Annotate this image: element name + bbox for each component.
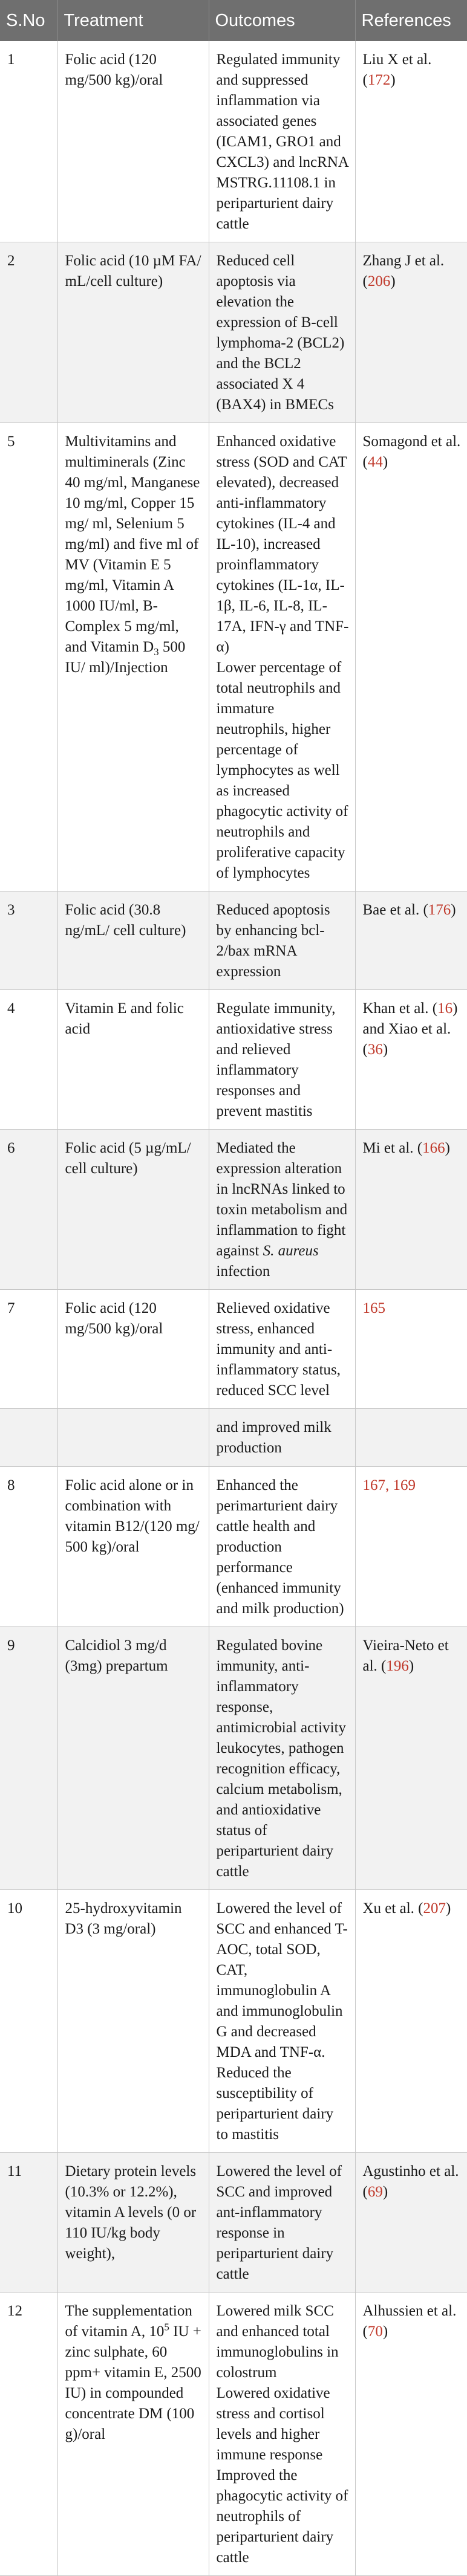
- cell-sno: 6: [0, 1130, 57, 1290]
- cell-outcomes: [209, 1627, 355, 1890]
- outcome-text: Lower percentage of total neutrophils and immature neutrophils, higher percentage of lymphocytes as well as increased phagocytic activity of neutrophils and proliferative capacity of lymphocytes: [216, 659, 348, 881]
- treatment-superscript: 5: [164, 2321, 169, 2333]
- cell-treatment: [57, 423, 209, 892]
- table-row: [0, 1627, 467, 1890]
- ref-link[interactable]: 69: [367, 2184, 383, 2200]
- outcome-text: Regulated immunity and suppressed inflammation via associated genes (ICAM1, GRO1 and CXCL3) and lncRNA MSTRG.11108.1 in periparturient dairy cattle: [216, 51, 348, 232]
- table-row: [0, 423, 467, 892]
- cell-treatment: Calcidiol 3 mg/d (3mg) prepartum: [57, 1627, 209, 1890]
- cell-reference: [355, 1890, 467, 2153]
- cell-outcomes: and improved milk production: [209, 1409, 355, 1467]
- ref-close-2: ): [382, 1041, 388, 1058]
- cell-outcomes: [209, 41, 355, 242]
- ref-close: ): [382, 2184, 388, 2200]
- ref-link-2[interactable]: 169: [393, 1477, 416, 1493]
- outcome-text: Regulated bovine immunity, anti-inflammatory response, antimicrobial activity leukocytes, pathogen recognition efficacy, calcium metabolism, and antioxidative status of periparturient dairy cattle: [216, 1637, 347, 1880]
- cell-treatment: Folic acid (120 mg/500 kg)/oral: [57, 41, 209, 242]
- outcome-text: Enhanced oxidative stress (SOD and CAT elevated), decreased anti-inflammatory cytokines (IL-4 and IL-10), increased proinflammatory cytokines (IL-1α, IL-1β, IL-6, IL-8, IL-17A, IFN-γ and TNF-α): [216, 433, 349, 655]
- cell-sno: 9: [0, 1627, 57, 1890]
- cell-reference: [355, 2293, 467, 2576]
- header-outcomes: Outcomes: [209, 0, 355, 41]
- cell-treatment: Folic acid (30.8 ng/mL/ cell culture): [57, 892, 209, 990]
- header-treatment: Treatment: [57, 0, 209, 41]
- ref-text: Bae et al. (: [362, 902, 428, 918]
- ref-link[interactable]: 16: [437, 1000, 453, 1017]
- ref-close: ): [445, 1140, 450, 1156]
- ref-link[interactable]: 44: [367, 454, 383, 470]
- ref-link[interactable]: 172: [367, 72, 391, 88]
- ref-text: Liu X et al. (: [362, 51, 432, 88]
- ref-text: Somagond et al. (: [362, 433, 461, 470]
- ref-close: ): [382, 454, 388, 470]
- outcome-text-end: infection: [216, 1263, 270, 1280]
- cell-reference: [355, 1290, 467, 1409]
- cell-reference: [355, 2153, 467, 2293]
- cell-outcomes: [209, 2153, 355, 2293]
- outcome-text: Lowered oxidative stress and cortisol levels and higher immune response: [216, 2385, 330, 2463]
- table-row: [0, 892, 467, 990]
- table-row: [0, 990, 467, 1130]
- outcome-text: Lowered the level of SCC and enhanced T-AOC, total SOD, CAT, immunoglobulin A and immunoglobulin G and decreased MDA and TNF-α. Reduced the susceptibility of periparturient dairy to mastitis: [216, 1900, 348, 2143]
- outcome-text: Improved the phagocytic activity of neutrophils of periparturient dairy cattle: [216, 2467, 348, 2566]
- ref-link[interactable]: 167: [362, 1477, 385, 1493]
- ref-close: ): [451, 902, 456, 918]
- cell-sno: 3: [0, 892, 57, 990]
- ref-link[interactable]: 196: [386, 1658, 409, 1674]
- treatment-text-end: 500 IU/ ml)/Injection: [65, 639, 186, 676]
- treatment-subscript: 3: [154, 646, 159, 658]
- cell-sno: 10: [0, 1890, 57, 2153]
- table-row-continuation: [0, 1409, 467, 1467]
- cell-treatment: 25-hydroxyvitamin D3 (3 mg/oral): [57, 1890, 209, 2153]
- cell-outcomes: [209, 1290, 355, 1409]
- ref-close: ): [390, 273, 396, 290]
- ref-text: Vieira-Neto et al. (: [362, 1637, 449, 1674]
- cell-outcomes: [209, 892, 355, 990]
- ref-link[interactable]: 206: [367, 273, 391, 290]
- table-row: [0, 1130, 467, 1290]
- outcome-text: Lowered the level of SCC and improved ant-inflammatory response in periparturient dairy cattle: [216, 2163, 342, 2282]
- cell-treatment: [57, 2293, 209, 2576]
- ref-close: ): [445, 1900, 451, 1917]
- outcome-species: S. aureus: [263, 1243, 319, 1259]
- cell-treatment: Folic acid alone or in combination with vitamin B12/(120 mg/ 500 kg)/oral: [57, 1467, 209, 1627]
- ref-text: Xu et al. (: [362, 1900, 423, 1917]
- cell-outcomes: [209, 1890, 355, 2153]
- ref-close: ): [408, 1658, 414, 1674]
- cell-outcomes: [209, 1130, 355, 1290]
- ref-link[interactable]: 166: [422, 1140, 445, 1156]
- ref-close: ): [382, 2323, 388, 2340]
- table-row: [0, 242, 467, 423]
- table-row: [0, 1890, 467, 2153]
- cell-sno: 7: [0, 1290, 57, 1409]
- ref-close: ): [452, 1000, 458, 1017]
- ref-text-2: and Xiao et al. (: [362, 1021, 451, 1058]
- table-header-row: [0, 0, 467, 41]
- ref-text: Agustinho et al. (: [362, 2163, 459, 2200]
- header-sno: S.No: [0, 0, 57, 41]
- cell-outcomes: [209, 990, 355, 1130]
- outcome-text: Lowered milk SCC and enhanced total immunoglobulins in colostrum: [216, 2303, 339, 2381]
- cell-sno: 5: [0, 423, 57, 892]
- table-row: [0, 1467, 467, 1627]
- ref-text: Alhussien et al. (: [362, 2303, 457, 2340]
- cell-outcomes: [209, 242, 355, 423]
- ref-text: Zhang J et al. (: [362, 253, 445, 290]
- outcome-text: Relieved oxidative stress, enhanced immunity and anti-inflammatory status, reduced SCC level: [216, 1300, 341, 1399]
- ref-text: Khan et al. (: [362, 1000, 438, 1017]
- cell-outcomes: [209, 2293, 355, 2576]
- outcome-text: Mediated the expression alteration in lncRNAs linked to toxin metabolism and inflammation to fight against: [216, 1140, 348, 1259]
- ref-link[interactable]: 176: [428, 902, 451, 918]
- cell-reference: [355, 1130, 467, 1290]
- ref-link[interactable]: 165: [362, 1300, 385, 1316]
- ref-link-2[interactable]: 36: [367, 1041, 383, 1058]
- cell-reference: [355, 41, 467, 242]
- cell-reference: [355, 990, 467, 1130]
- cell-outcomes: [209, 423, 355, 892]
- cell-sno: 8: [0, 1467, 57, 1627]
- cell-sno: 2: [0, 242, 57, 423]
- cell-treatment: Vitamin E and folic acid: [57, 990, 209, 1130]
- outcome-text: Reduced cell apoptosis via elevation the expression of B-cell lymphoma-2 (BCL2) and the BCL2 associated X 4 (BAX4) in BMECs: [216, 253, 345, 413]
- table-row: [0, 1290, 467, 1409]
- outcome-text: Regulate immunity, antioxidative stress and relieved inflammatory responses and prevent mastitis: [216, 1000, 336, 1119]
- cell-sno: 1: [0, 41, 57, 242]
- cell-treatment: Folic acid (10 µM FA/ mL/cell culture): [57, 242, 209, 423]
- ref-link[interactable]: 207: [423, 1900, 446, 1917]
- cell-reference: [355, 1467, 467, 1627]
- ref-close: ): [390, 72, 396, 88]
- cell-treatment: Folic acid (120 mg/500 kg)/oral: [57, 1290, 209, 1409]
- cell-outcomes: [209, 1467, 355, 1627]
- cell-treatment: Folic acid (5 µg/mL/ cell culture): [57, 1130, 209, 1290]
- cell-treatment: Dietary protein levels (10.3% or 12.2%), vitamin A levels (0 or 110 IU/kg body weight),: [57, 2153, 209, 2293]
- ref-text: Mi et al. (: [362, 1140, 423, 1156]
- cell-sno: 11: [0, 2153, 57, 2293]
- cell-reference-empty: [355, 1409, 467, 1467]
- header-references: References: [355, 0, 467, 41]
- treatment-text: The supplementation of vitamin A, 10: [65, 2303, 192, 2340]
- cell-sno: 12: [0, 2293, 57, 2576]
- cell-treatment-empty: [57, 1409, 209, 1467]
- treatment-text: Multivitamins and multiminerals (Zinc 40 mg/ml, Manganese 10 mg/ml, Copper 15 mg/ ml, Selenium 5 mg/ml) and five ml of MV (Vitamin E 5 mg/ml, Vitamin A 1000 IU/ml, B-Complex 5 mg/ml, and Vitamin D: [65, 433, 200, 655]
- cell-reference: [355, 892, 467, 990]
- outcome-text: Reduced apoptosis by enhancing bcl-2/bax mRNA expression: [216, 902, 330, 980]
- ref-link[interactable]: 70: [367, 2323, 383, 2340]
- cell-sno-empty: [0, 1409, 57, 1467]
- cell-reference: [355, 423, 467, 892]
- outcome-text: Enhanced the perimarturient dairy cattle health and production performance (enhanced immunity and milk production): [216, 1477, 344, 1617]
- ref-sep: ,: [385, 1477, 393, 1493]
- treatment-text-end: IU + zinc sulphate, 60 ppm+ vitamin E, 2500 IU) in compounded concentrate DM (100 g)/oral: [65, 2323, 201, 2442]
- cell-reference: [355, 1627, 467, 1890]
- cell-sno: 4: [0, 990, 57, 1130]
- table-row: [0, 2293, 467, 2576]
- table-row: [0, 41, 467, 242]
- cell-reference: [355, 242, 467, 423]
- table-row: [0, 2153, 467, 2293]
